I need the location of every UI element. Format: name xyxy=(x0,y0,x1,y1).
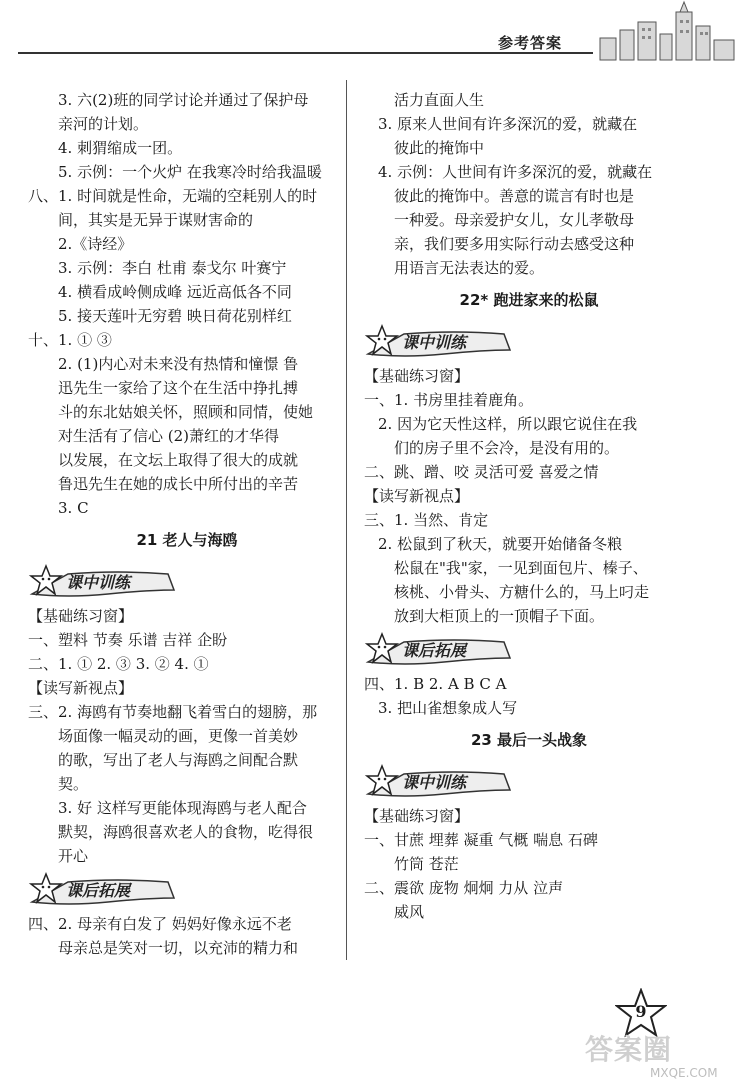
answer-line: 一、甘蔗 埋葬 凝重 气概 喘息 石碑 xyxy=(364,831,598,849)
answer-line: 4. 示例：人世间有许多深沉的爱，就藏在 xyxy=(378,163,653,181)
answer-line: 间，其实是无异于谋财害命的 xyxy=(58,211,254,229)
answer-line: 鲁迅先生在她的成长中所付出的辛苦 xyxy=(58,475,299,493)
answer-line: 3. C xyxy=(58,499,89,517)
answer-line: 4. 刺猬缩成一团。 xyxy=(58,139,183,157)
answer-line: 四、2. 母亲有白发了 妈妈好像永远不老 xyxy=(28,915,292,933)
watermark-text: 答案圈 xyxy=(585,1033,673,1066)
answer-line: 二、1. ① 2. ③ 3. ② 4. ① xyxy=(28,655,209,673)
answer-line: 竹筒 苍茫 xyxy=(394,855,459,873)
badge-label: 课后拓展 xyxy=(66,881,131,900)
section-badge xyxy=(364,324,694,360)
badge-label: 课中训练 xyxy=(66,573,131,592)
answer-line: 十、1. ① ③ xyxy=(28,331,112,349)
section-badge xyxy=(28,564,346,600)
answer-line: 三、1. 当然、肯定 xyxy=(364,511,489,529)
answer-line: 核桃、小骨头、方糖什么的，马上叼走 xyxy=(394,583,650,601)
answer-line: 一、1. 书房里挂着鹿角。 xyxy=(364,391,534,409)
answer-line: 活力直面人生 xyxy=(394,91,485,109)
answer-line: 彼此的掩饰中。善意的谎言有时也是 xyxy=(394,187,635,205)
badge-label: 课后拓展 xyxy=(402,641,467,660)
answer-line: 放到大柜顶上的一顶帽子下面。 xyxy=(394,607,605,625)
section-badge xyxy=(364,764,694,800)
column-divider xyxy=(346,80,347,960)
answer-line: 迅先生一家给了这个在生活中挣扎搏 xyxy=(58,379,299,397)
answer-line: 一种爱。母亲爱护女儿，女儿孝敬母 xyxy=(394,211,635,229)
header-rule xyxy=(18,52,593,54)
answer-line: 一、塑料 节奏 乐谱 吉祥 企盼 xyxy=(28,631,228,649)
answer-line: 5. 接天莲叶无穷碧 映日荷花别样红 xyxy=(58,307,292,325)
answer-line: 2. 因为它天性这样，所以跟它说住在我 xyxy=(378,415,638,433)
section-title: 21 老人与海鸥 xyxy=(136,531,238,549)
answer-line: 四、1. B 2. A B C A xyxy=(364,675,507,693)
answer-line: 开心 xyxy=(58,847,89,865)
answer-line: 3. 把山雀想象成人写 xyxy=(378,699,518,717)
answer-line: 母亲总是笑对一切，以充沛的精力和 xyxy=(58,939,299,957)
answer-line: 二、震欲 庞物 炯炯 力从 泣声 xyxy=(364,879,564,897)
answer-line: 2. 松鼠到了秋天，就要开始储备冬粮 xyxy=(378,535,623,553)
answer-line: 3. 好 这样写更能体现海鸥与老人配合 xyxy=(58,799,307,817)
badge-label: 课中训练 xyxy=(402,773,467,792)
section-title: 22* 跑进家来的松鼠 xyxy=(459,291,599,309)
section-title: 23 最后一头战象 xyxy=(470,731,588,749)
answer-line: 【读写新视点】 xyxy=(28,679,134,697)
answer-line: 契。 xyxy=(58,775,89,793)
answer-line: 们的房子里不会冷，是没有用的。 xyxy=(394,439,620,457)
answer-line: 【基础练习窗】 xyxy=(28,607,134,625)
answer-line: 以发展，在文坛上取得了很大的成就 xyxy=(58,451,299,469)
section-badge xyxy=(364,632,694,668)
answer-line: 松鼠在"我"家，一见到面包片、榛子、 xyxy=(394,559,648,577)
answer-line: 的歌，写出了老人与海鸥之间配合默 xyxy=(58,751,299,769)
answer-line: 【基础练习窗】 xyxy=(364,367,470,385)
answer-line: 3. 示例：李白 杜甫 泰戈尔 叶赛宁 xyxy=(58,259,287,277)
answer-line: 【读写新视点】 xyxy=(364,487,470,505)
page-number: 9 xyxy=(635,1002,647,1021)
answer-line: 亲河的计划。 xyxy=(58,115,149,133)
header-title: 参考答案 xyxy=(498,34,563,52)
answer-line: 5. 示例：一个火炉 在我寒冷时给我温暖 xyxy=(58,163,322,181)
page-header xyxy=(0,0,750,90)
badge-label: 课中训练 xyxy=(402,333,467,352)
answer-line: 威风 xyxy=(394,903,425,921)
answer-line: 八、1. 时间就是性命，无端的空耗别人的时 xyxy=(28,187,318,205)
answer-line: 对生活有了信心 (2)萧红的才华得 xyxy=(58,427,280,445)
watermark-url: MXQE.COM xyxy=(650,1066,718,1080)
answer-line: 彼此的掩饰中 xyxy=(394,139,485,157)
right-column xyxy=(364,88,694,924)
answer-line: 3. 原来人世间有许多深沉的爱，就藏在 xyxy=(378,115,638,133)
answer-line: 二、跳、蹭、咬 灵活可爱 喜爱之情 xyxy=(364,463,599,481)
answer-line: 默契，海鸥很喜欢老人的食物，吃得很 xyxy=(58,823,314,841)
answer-line: 三、2. 海鸥有节奏地翻飞着雪白的翅膀，那 xyxy=(28,703,318,721)
answer-line: 亲，我们要多用实际行动去感受这种 xyxy=(394,235,635,253)
answer-line: 2.《诗经》 xyxy=(58,235,133,253)
answer-line: 斗的东北姑娘关怀，照顾和同情，使她 xyxy=(58,403,314,421)
answer-line: 【基础练习窗】 xyxy=(364,807,470,825)
section-badge xyxy=(28,872,346,908)
skyline-icon xyxy=(580,0,750,70)
answer-line: 用语言无法表达的爱。 xyxy=(394,259,545,277)
answer-line: 场面像一幅灵动的画，更像一首美妙 xyxy=(58,727,299,745)
answer-line: 2. (1)内心对未来没有热情和憧憬 鲁 xyxy=(58,355,299,373)
answer-line: 4. 横看成岭侧成峰 远近高低各不同 xyxy=(58,283,292,301)
answer-line: 3. 六(2)班的同学讨论并通过了保护母 xyxy=(58,91,309,109)
left-column xyxy=(28,88,346,960)
